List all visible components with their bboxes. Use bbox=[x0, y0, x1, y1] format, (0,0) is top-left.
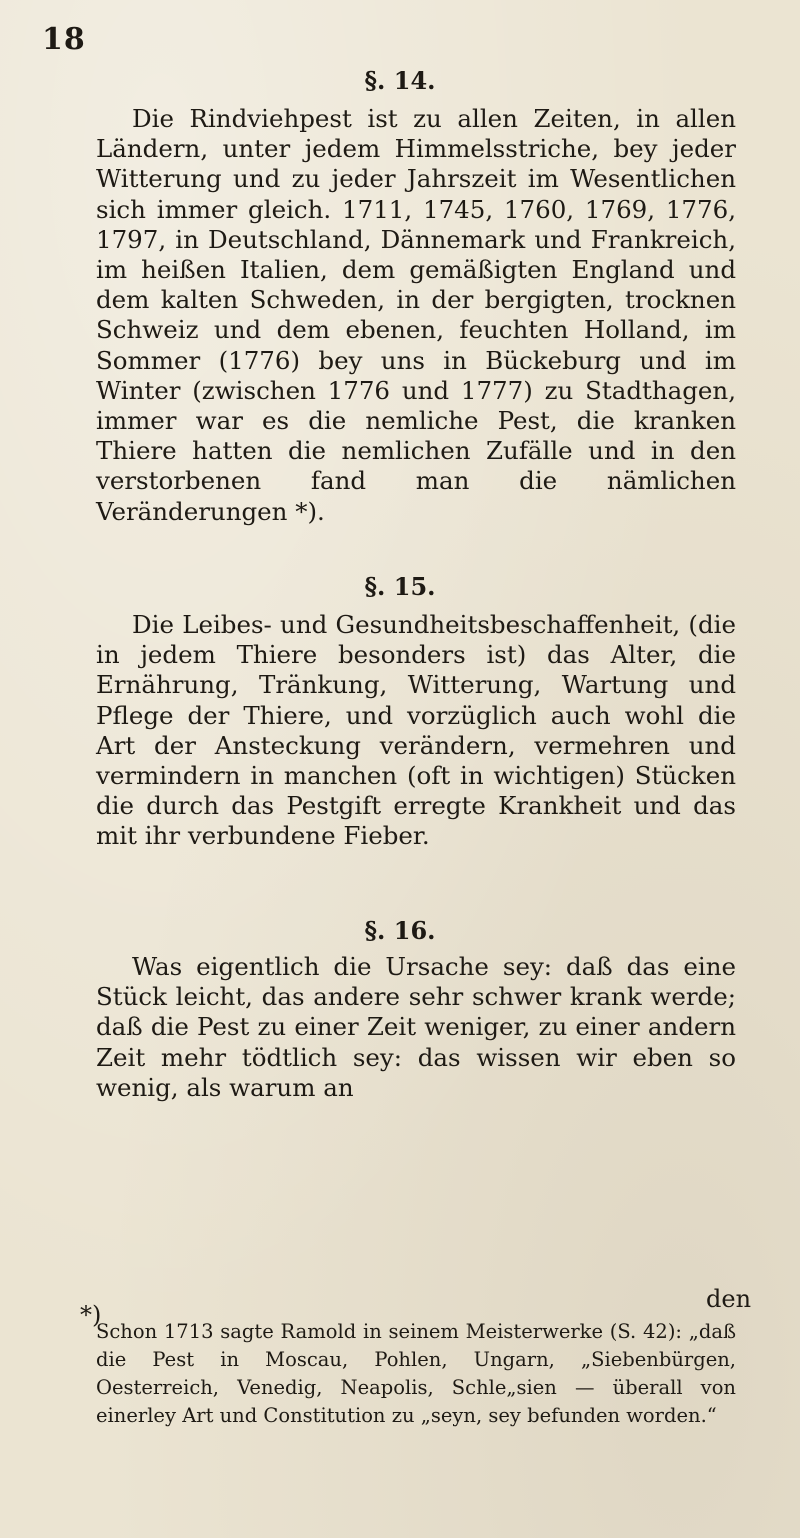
section-heading-16: §. 16. bbox=[364, 916, 436, 945]
footnote-mark: *) bbox=[80, 1301, 102, 1329]
section-heading-14: §. 14. bbox=[364, 66, 436, 95]
catchword: den bbox=[706, 1285, 752, 1313]
paragraph-16: Was eigentlich die Ursache sey: daß das eine Stück leicht, das andere sehr schwer krank werde; daß die Pest zu einer Zeit weniger, zu einer andern Zeit mehr tödtlich sey: das wissen wir eben so wenig, als warum an bbox=[96, 952, 736, 1102]
page-number: 18 bbox=[42, 22, 86, 57]
paragraph-14: Die Rindviehpest ist zu allen Zeiten, in allen Ländern, unter jedem Himmelsstriche, bey jeder Witterung und zu jeder Jahrszeit im Wesentlichen sich immer gleich. 1711, 1745, 1760, 1769, 1776, 1797, in Deutschland, Dännemark und Frankreich, im heißen Italien, dem gemäßigten England und dem kalten Schweden, in der bergigten, trocknen Schweiz und dem ebenen, feuchten Holland, im Sommer (1776) bey uns in Bückeburg und im Winter (zwischen 1776 und 1777) zu Stadthagen, immer war es die nemliche Pest, die kranken Thiere hatten die nemlichen Zufälle und in den verstorbenen fand man die nämlichen Veränderungen *). bbox=[96, 104, 736, 526]
footnote: Schon 1713 sagte Ramold in seinem Meisterwerke (S. 42): „daß die Pest in Moscau, Pohlen, Ungarn, „Siebenbürgen, Oesterreich, Venedig, Neapolis, Schle„sien — überall von einerley Art und Constitution zu „seyn, sey befunden worden.“ bbox=[96, 1320, 736, 1427]
section-heading-15: §. 15. bbox=[364, 572, 436, 601]
paragraph-15: Die Leibes- und Gesundheitsbeschaffenheit, (die in jedem Thiere besonders ist) das Alter, die Ernährung, Tränkung, Witterung, Wartung und Pflege der Thiere, und vorzüglich auch wohl die Art der Ansteckung verändern, vermehren und vermindern in manchen (oft in wichtigen) Stücken die durch das Pestgift erregte Krankheit und das mit ihr verbundene Fieber. bbox=[96, 610, 736, 851]
